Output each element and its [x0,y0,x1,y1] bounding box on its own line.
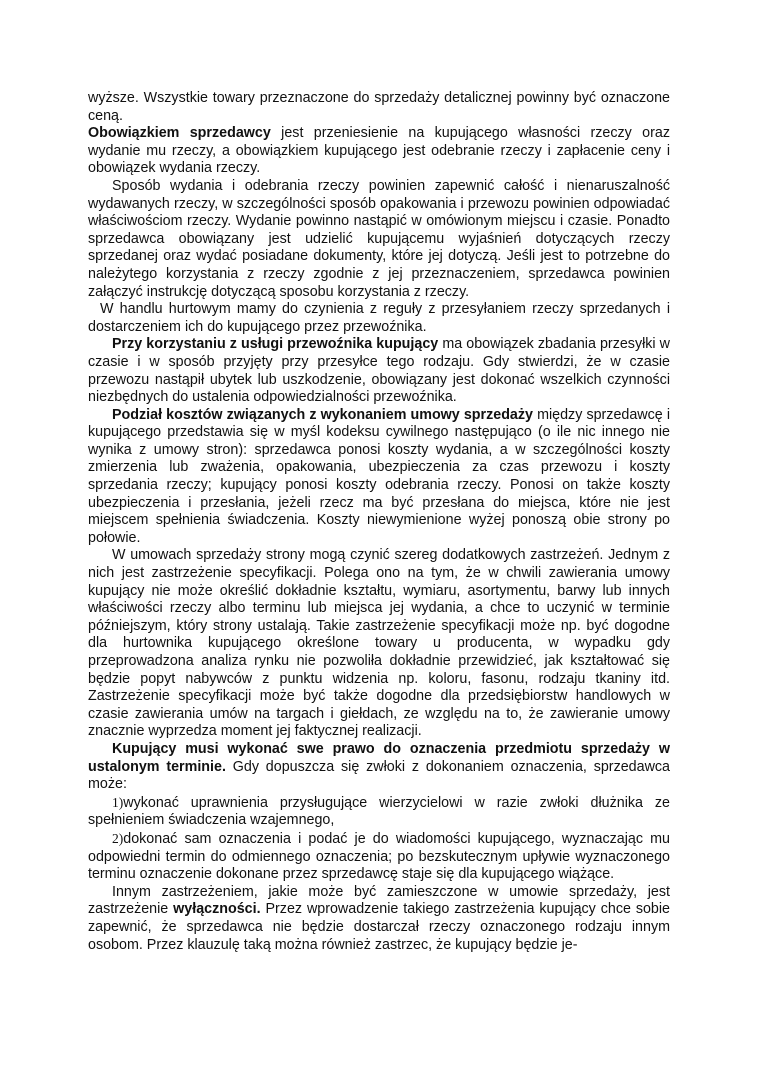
paragraph-1: wyższe. Wszystkie towary przeznaczone do sprzedaży detalicznej powinny być oznaczone ceną. [88,90,670,124]
paragraph-2: Obowiązkiem sprzedawcy jest przeniesienie na kupującego własności rzeczy oraz wydanie mu rzeczy, a obowiązkiem kupującego jest odebranie rzeczy i zapłacenie ceny i obowiązek wydania rzeczy. [88,125,670,177]
paragraph-8: Kupujący musi wykonać swe prawo do oznaczenia przedmiotu sprzedaży w ustalonym terminie. Gdy dopuszcza się zwłoki z dokonaniem oznaczenia, sprzedawca może: [88,740,670,793]
paragraph-7: W umowach sprzedaży strony mogą czynić szereg dodatkowych zastrzeżeń. Jednym z nich jest zastrzeżenie specyfikacji. Polega ono na tym, że w chwili zawierania umowy kupujący nie może określić dokładnie kształtu, wymiaru, asortymentu, barwy lub innych właściwości rzeczy albo terminu lub miejsca jej wydania, a chce to uczynić w terminie późniejszym, który strony ustalają. Takie zastrzeżenie specyfikacji może np. być dogodne dla hurtownika kupującego określone towary u producenta, w wypadku gdy przeprowadzona analiza rynku nie pozwoliła dokładnie przewidzieć, jak kształtować się będzie popyt nabywców z punktu widzenia np. koloru, fasonu, rodzaju tkaniny itd. Zastrzeżenie specyfikacji może być także dogodne dla przedsiębiorstw handlowych w czasie zawierania umów na targach i giełdach, ze względu na to, że zawieranie umowy znacznie wyprzedza moment jej faktycznej realizacji. [88,547,670,740]
list-number: 2) [112,830,124,846]
list-item: 2)dokonać sam oznaczenia i podać je do wiadomości kupującego, wyznaczając mu odpowiedni termin do odmiennego oznaczenia; po bezskutecznym upływie wyznaczonego terminu oznaczenie dokonane przez sprzedawcę staje się dla kupującego wiążące. [88,830,670,883]
bold-term: Obowiązkiem sprzedawcy [88,125,271,142]
list-number: 1) [112,794,124,810]
paragraph-3: Sposób wydania i odebrania rzeczy powinien zapewnić całość i nienaruszalność wydawanych rzeczy, w szczególności sposób opakowania i przewozu powinien odpowiadać właściwościom rzeczy. Wydanie powinno nastąpić w omówionym miejscu i czasie. Ponadto sprzedawca obowiązany jest udzielić kupującemu wyjaśnień dotyczących rzeczy sprzedanej oraz wydać posiadane dokumenty, które jej dotyczą. Jeśli jest to potrzebne do należytego korzystania z rzeczy zgodnie z jej przeznaczeniem, sprzedawca powinien załączyć instrukcję dotyczącą sposobu korzystania z rzeczy. [88,177,670,300]
list-item: 1)wykonać uprawnienia przysługujące wierzycielowi w razie zwłoki dłużnika ze spełnieniem świadczenia wzajemnego, [88,794,670,829]
bold-term: Przy korzystaniu z usługi przewoźnika kupujący [112,336,439,353]
paragraph-9: Innym zastrzeżeniem, jakie może być zamieszczone w umowie sprzedaży, jest zastrzeżenie wyłączności. Przez wprowadzenie takiego zastrzeżenia kupujący chce sobie zapewnić, że sprzedawca nie będzie dostarczał rzeczy oznaczonego rodzaju innym osobom. Przez klauzulę taką można również zastrzec, że kupujący będzie je- [88,883,670,953]
document-page [88,90,670,954]
bold-term: Podział kosztów związanych z wykonaniem umowy sprzedaży [112,406,533,423]
bold-term: wyłączności. [173,901,261,918]
bold-term: Kupujący musi wykonać swe prawo do oznaczenia przedmiotu sprzedaży w ustalonym terminie. [88,740,670,775]
paragraph-6: Podział kosztów związanych z wykonaniem umowy sprzedaży między sprzedawcę i kupującego przedstawia się w myśl kodeksu cywilnego następująco (o ile nic innego nie wynika z umowy stron): sprzedawca ponosi koszty wydania, a w szczególności koszty zmierzenia lub zważenia, opakowania, ubezpieczenia za czas przewozu i koszty sprzedania rzeczy; kupujący ponosi koszty odebrania rzeczy. Ponosi on także koszty ubezpieczenia i przesłania, jeżeli rzecz ma być przesłana do miejsca, które nie jest miejscem spełnienia świadczenia. Koszty niewymienione wyżej ponoszą obie strony po połowie. [88,406,670,546]
paragraph-5: Przy korzystaniu z usługi przewoźnika kupujący ma obowiązek zbadania przesyłki w czasie i w sposób przyjęty przy przesyłce tego rodzaju. Gdy stwierdzi, że w czasie przewozu nastąpił ubytek lub uszkodzenie, obowiązany jest dokonać wszelkich czynności niezbędnych do ustalenia odpowiedzialności przewoźnika. [88,336,670,406]
paragraph-4: W handlu hurtowym mamy do czynienia z reguły z przesyłaniem rzeczy sprzedanych i dostarczeniem ich do kupującego przez przewoźnika. [88,301,670,335]
